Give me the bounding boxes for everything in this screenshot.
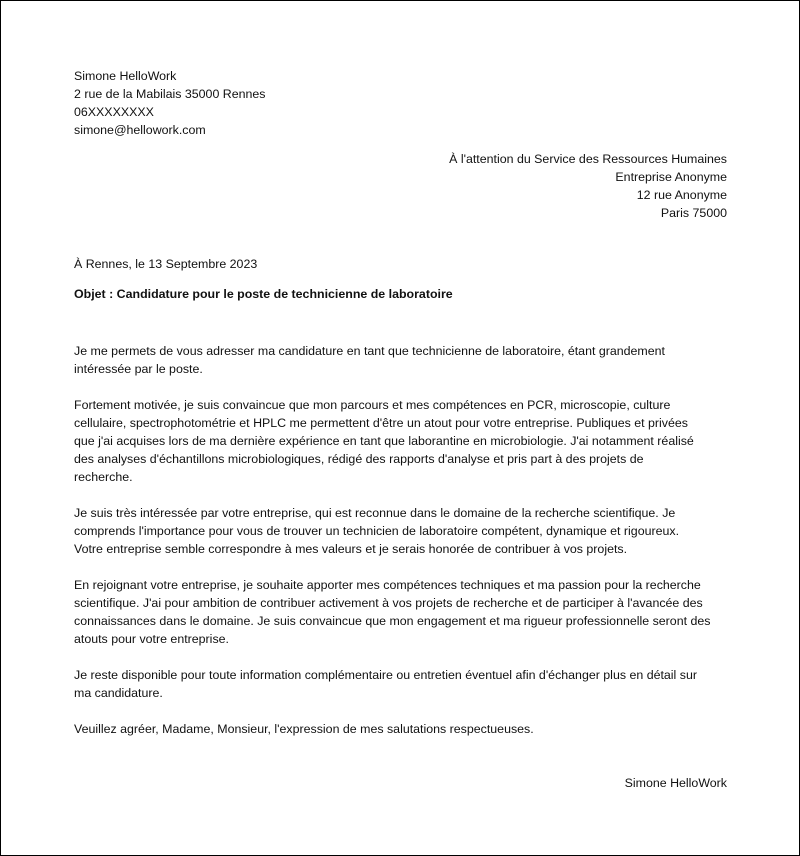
paragraph-line: des analyses d'échantillons microbiologiques, rédigé des rapports d'analyse et pris part à des projets de: [74, 452, 644, 466]
paragraph-line: connaissances dans le domaine. Je suis convaincue que mon engagement et ma rigueur professionnelle seront des: [74, 614, 711, 628]
paragraph-line: comprends l'importance pour vous de trouver un technicien de laboratoire compétent, dynamique et rigoureux.: [74, 524, 680, 538]
paragraph-line: En rejoignant votre entreprise, je souhaite apporter mes compétences techniques et ma passion pour la recherche: [74, 578, 701, 592]
paragraph-line: Fortement motivée, je suis convaincue que mon parcours et mes compétences en PCR, microscopie, culture: [74, 398, 671, 412]
sender-phone: 06XXXXXXXX: [74, 105, 154, 119]
sender-address: 2 rue de la Mabilais 35000 Rennes: [74, 87, 266, 101]
recipient-attention: À l'attention du Service des Ressources Humaines: [449, 152, 727, 166]
recipient-street: 12 rue Anonyme: [636, 188, 727, 202]
sender-email: simone@hellowork.com: [74, 123, 206, 137]
paragraph-line: ma candidature.: [74, 686, 163, 700]
sender-block: [74, 67, 266, 139]
paragraph-line: recherche.: [74, 470, 133, 484]
paragraph-line: scientifique. J'ai pour ambition de contribuer activement à vos projets de recherche et de participer à l'avancée des: [74, 596, 703, 610]
paragraph: [74, 504, 734, 558]
recipient-block: [449, 150, 727, 222]
paragraph-line: atouts pour votre entreprise.: [74, 632, 229, 646]
date-line: À Rennes, le 13 Septembre 2023: [74, 257, 258, 271]
paragraph-line: Je me permets de vous adresser ma candidature en tant que technicienne de laboratoire, étant grandement: [74, 344, 665, 358]
paragraph: [74, 396, 734, 486]
letter-body: [74, 342, 734, 756]
sender-name: Simone HelloWork: [74, 69, 177, 83]
paragraph: [74, 720, 734, 738]
paragraph: [74, 576, 734, 648]
recipient-company: Entreprise Anonyme: [615, 170, 727, 184]
paragraph-line: intéressée par le poste.: [74, 362, 203, 376]
paragraph: [74, 666, 734, 702]
subject-line: Objet : Candidature pour le poste de technicienne de laboratoire: [74, 287, 453, 301]
signature: Simone HelloWork: [624, 776, 727, 790]
recipient-city: Paris 75000: [660, 206, 727, 220]
paragraph-line: que j'ai acquises lors de ma dernière expérience en tant que laborantine en microbiologie. J'ai notamment réalisé: [74, 434, 694, 448]
paragraph-line: Je suis très intéressée par votre entreprise, qui est reconnue dans le domaine de la recherche scientifique. Je: [74, 506, 676, 520]
paragraph-line: Je reste disponible pour toute information complémentaire ou entretien éventuel afin d'échanger plus en détail sur: [74, 668, 697, 682]
paragraph-line: cellulaire, spectrophotométrie et HPLC me permettent d'être un atout pour votre entreprise. Publiques et privées: [74, 416, 688, 430]
paragraph: [74, 342, 734, 378]
paragraph-line: Veuillez agréer, Madame, Monsieur, l'expression de mes salutations respectueuses.: [74, 722, 534, 736]
paragraph-line: Votre entreprise semble correspondre à mes valeurs et je serais honorée de contribuer à vos projets.: [74, 542, 628, 556]
